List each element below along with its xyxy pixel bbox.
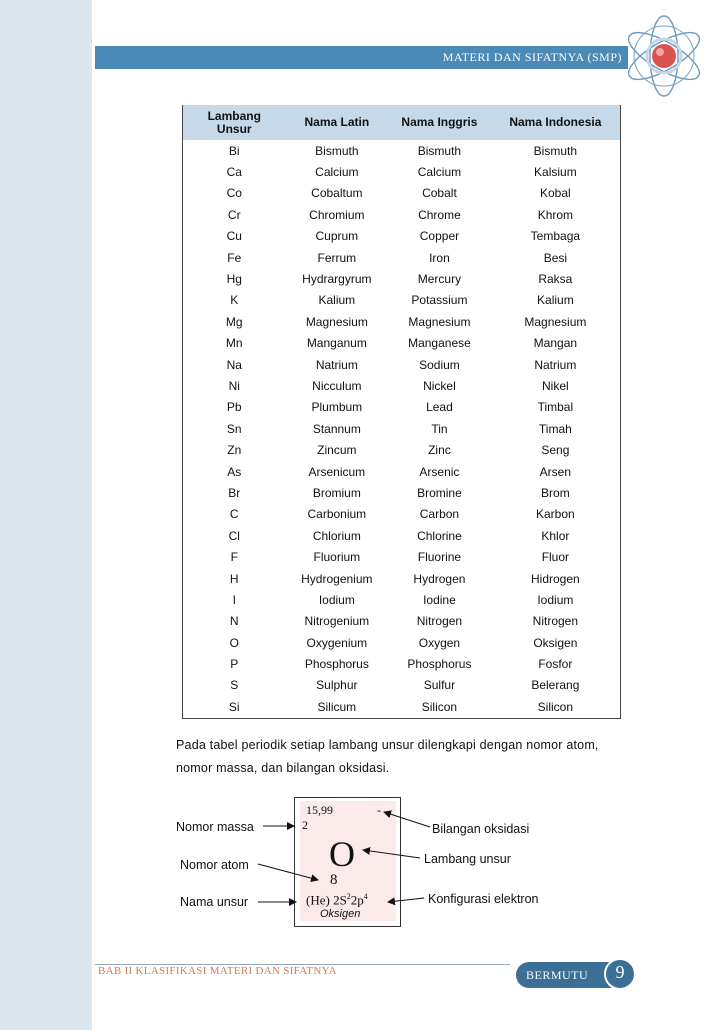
table-cell: Manganese bbox=[408, 336, 471, 351]
table-cell: Zn bbox=[227, 443, 242, 458]
table-cell: Ni bbox=[228, 378, 240, 393]
table-cell: Fosfor bbox=[538, 657, 573, 672]
table-cell: Bismuth bbox=[417, 143, 462, 158]
table-cell: Timah bbox=[538, 421, 572, 436]
table-cell: Magnesium bbox=[305, 314, 368, 329]
table-cell: Bismuth bbox=[533, 143, 578, 158]
table-cell: N bbox=[229, 614, 239, 629]
table-cell: Phosphorus bbox=[407, 657, 472, 672]
table-cell: Zincum bbox=[317, 443, 357, 458]
table-cell: Zinc bbox=[428, 443, 451, 458]
atomic-number: 8 bbox=[330, 872, 338, 888]
arrow-lambang-unsur bbox=[363, 850, 420, 858]
table-cell: Chlorine bbox=[417, 528, 462, 543]
table-cell: Hydrogenium bbox=[301, 571, 373, 586]
table-cell: Bromium bbox=[312, 485, 361, 500]
table-cell: Hg bbox=[226, 272, 242, 287]
table-cell: Arsenicum bbox=[308, 464, 366, 479]
table-cell: Cl bbox=[228, 528, 240, 543]
label-bilangan-oksidasi: Bilangan oksidasi bbox=[432, 822, 530, 836]
table-cell: Iodine bbox=[423, 592, 456, 607]
col-header-latin: Nama Latin bbox=[286, 105, 389, 140]
table-cell: K bbox=[230, 293, 239, 308]
table-cell: Calcium bbox=[315, 165, 359, 180]
table-cell: Silicon bbox=[421, 699, 458, 714]
table-cell: Cu bbox=[226, 229, 242, 244]
table-cell: Hidrogen bbox=[531, 571, 580, 586]
table-cell: Oxygenium bbox=[306, 635, 368, 650]
table-cell: Fluorium bbox=[313, 550, 361, 565]
table-cell: Karbon bbox=[536, 507, 575, 522]
footer-brand: BERMUTU bbox=[526, 968, 589, 982]
table-cell: Sulfur bbox=[423, 678, 456, 693]
table-cell: Carbonium bbox=[307, 507, 367, 522]
paragraph-line-1: Pada tabel periodik setiap lambang unsur dilengkapi dengan nomor atom, bbox=[176, 738, 599, 752]
oxidation-dash: - bbox=[377, 803, 381, 817]
table-cell: Hydrogen bbox=[413, 571, 466, 586]
table-cell: Iodium bbox=[318, 592, 355, 607]
table-cell: Ferrum bbox=[317, 250, 357, 265]
electron-configuration: (He) $2S^22p^4$ bbox=[306, 892, 368, 908]
table-cell: Na bbox=[226, 357, 242, 372]
label-nama-unsur: Nama unsur bbox=[180, 895, 249, 909]
table-cell: Kobal bbox=[540, 186, 571, 201]
table-cell: Cuprum bbox=[315, 229, 359, 244]
table-cell: Lead bbox=[426, 400, 453, 415]
table-cell: Belerang bbox=[531, 678, 580, 693]
arrow-bilangan-oksidasi bbox=[384, 812, 430, 827]
arrow-nomor-atom bbox=[258, 864, 318, 880]
table-cell: Natrium bbox=[534, 357, 577, 372]
table-cell: As bbox=[227, 464, 242, 479]
table-cell: F bbox=[230, 550, 238, 565]
table-cell: Bi bbox=[228, 143, 240, 158]
table-cell: Magnesium bbox=[408, 314, 471, 329]
table-cell: Hydrargyrum bbox=[302, 272, 372, 287]
table-cell: Seng bbox=[541, 443, 570, 458]
table-cell: P bbox=[230, 657, 239, 672]
table-cell: Pb bbox=[226, 400, 242, 415]
table-cell: Khrom bbox=[537, 207, 574, 222]
table-cell: S bbox=[230, 678, 239, 693]
table-cell: Fluorine bbox=[417, 550, 462, 565]
table-cell: Mn bbox=[225, 336, 243, 351]
table-cell: Cobalt bbox=[422, 186, 457, 201]
table-cell: Sodium bbox=[419, 357, 460, 372]
table-cell: Potassium bbox=[411, 293, 468, 308]
table-cell: Mercury bbox=[417, 272, 462, 287]
table-cell: Mg bbox=[225, 314, 243, 329]
table-cell: Arsenic bbox=[419, 464, 460, 479]
table-cell: Oksigen bbox=[533, 635, 578, 650]
col-header-inggris: Nama Inggris bbox=[388, 105, 491, 140]
table-cell: Manganum bbox=[306, 336, 367, 351]
table-cell: Fe bbox=[227, 250, 242, 265]
table-cell: Cobaltum bbox=[311, 186, 363, 201]
table-cell: Natrium bbox=[315, 357, 358, 372]
table-cell: Nickel bbox=[423, 378, 456, 393]
table-cell: Copper bbox=[419, 229, 460, 244]
table-cell: Carbon bbox=[419, 507, 460, 522]
table-cell: Br bbox=[228, 485, 241, 500]
table-cell: Chrome bbox=[418, 207, 461, 222]
label-nomor-massa: Nomor massa bbox=[176, 820, 254, 834]
col-header-lambang: Lambang Unsur bbox=[183, 105, 286, 140]
table-cell: Nikel bbox=[542, 378, 569, 393]
table-cell: Si bbox=[228, 699, 240, 714]
table-cell: Cr bbox=[227, 207, 241, 222]
table-cell: Chlorium bbox=[312, 528, 361, 543]
label-konfigurasi-elektron: Konfigurasi elektron bbox=[428, 892, 539, 906]
table-cell: Kalium bbox=[318, 293, 356, 308]
table-cell: Silicon bbox=[537, 699, 574, 714]
table-cell: Oxygen bbox=[418, 635, 461, 650]
oxidation-number: 2 bbox=[302, 818, 308, 832]
table-cell: Co bbox=[226, 186, 242, 201]
table-cell: Mangan bbox=[533, 336, 578, 351]
table-cell: Nitrogenium bbox=[304, 614, 370, 629]
table-cell: Bismuth bbox=[315, 143, 359, 158]
table-cell: Tembaga bbox=[530, 229, 581, 244]
arrow-konfigurasi bbox=[388, 898, 424, 902]
table-cell: Nicculum bbox=[312, 378, 362, 393]
table-cell: Arsen bbox=[539, 464, 572, 479]
table-cell: Nitrogen bbox=[532, 614, 579, 629]
table-cell: Kalsium bbox=[534, 165, 577, 180]
header-title: MATERI DAN SIFATNYA (SMP) bbox=[442, 50, 622, 64]
table-cell: Stannum bbox=[312, 421, 361, 436]
table-cell: Phosphorus bbox=[304, 657, 369, 672]
table-cell: Fluor bbox=[541, 550, 570, 565]
table-cell: Silicum bbox=[317, 699, 357, 714]
table-cell: Sulphur bbox=[316, 678, 358, 693]
table-cell: Iron bbox=[429, 250, 450, 265]
table-cell: Bromine bbox=[417, 485, 462, 500]
mass-number: 15,99 bbox=[306, 803, 333, 817]
footer-chapter-title: BAB II KLASIFIKASI MATERI DAN SIFATNYA bbox=[98, 965, 337, 977]
table-cell: Kalium bbox=[537, 293, 574, 308]
label-lambang-unsur: Lambang unsur bbox=[424, 852, 511, 866]
table-cell: Nitrogen bbox=[416, 614, 463, 629]
table-cell: Timbal bbox=[537, 400, 574, 415]
paragraph-line-2: nomor massa, dan bilangan oksidasi. bbox=[176, 761, 390, 775]
page-number: 9 bbox=[615, 962, 625, 982]
element-symbol: O bbox=[329, 834, 355, 874]
table-cell: C bbox=[229, 507, 239, 522]
table-cell: H bbox=[229, 571, 239, 586]
table-cell: Iodium bbox=[537, 592, 574, 607]
col-header-indonesia: Nama Indonesia bbox=[491, 105, 621, 140]
table-cell: I bbox=[232, 592, 236, 607]
table-cell: Tin bbox=[431, 421, 448, 436]
table-cell: Magnesium bbox=[524, 314, 587, 329]
table-cell: Khlor bbox=[541, 528, 570, 543]
table-cell: Ca bbox=[226, 165, 242, 180]
table-cell: Raksa bbox=[538, 272, 573, 287]
table-cell: O bbox=[229, 635, 239, 650]
element-name: Oksigen bbox=[320, 908, 361, 920]
table-cell: Chromium bbox=[309, 207, 365, 222]
table-cell: Plumbum bbox=[311, 400, 363, 415]
table-cell: Calcium bbox=[417, 165, 462, 180]
label-nomor-atom: Nomor atom bbox=[180, 858, 249, 872]
table-cell: Sn bbox=[226, 421, 242, 436]
table-cell: Besi bbox=[543, 250, 568, 265]
table-cell: Brom bbox=[541, 485, 570, 500]
